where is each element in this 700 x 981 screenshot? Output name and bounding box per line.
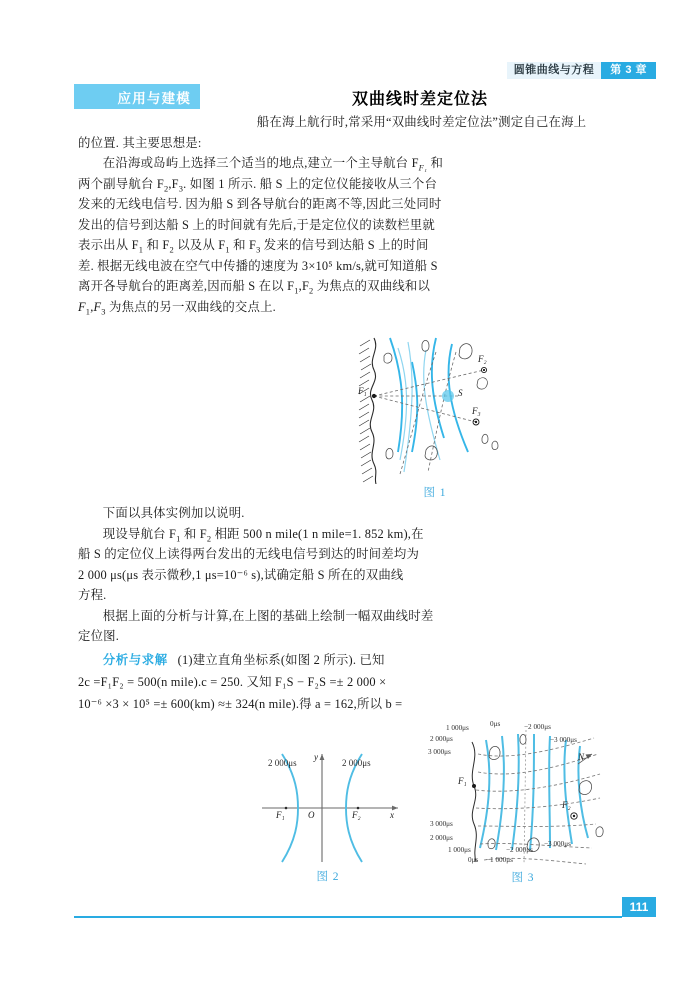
text-run: 以及从 F [173,238,226,252]
station-f1-marker [472,784,476,788]
figure-3-bottom-label-3: 0μs [468,856,479,864]
paragraph-line: 船在海上航行时,常采用“双曲线时差定位法”测定自己在海上 [256,115,587,129]
paragraph-line [78,650,622,671]
paragraph-line: 10⁻⁶ ×3 × 10⁵ =± 600(km) ≈± 324(n mile).得 a = 162,所以 b = [78,697,403,711]
text-run: 现设导航台 F [102,526,177,541]
text-run: 和 F [143,238,170,252]
text-run: 和 [427,156,444,170]
figure-2-caption: 图 2 [316,871,340,883]
figure-2-label-x-axis: x [390,810,394,820]
figure-3-bottom-label-6: −3 000μs [544,840,571,848]
land-hatching [359,340,373,482]
running-head [507,62,656,79]
subscript-2: 2 [309,285,314,296]
figure-3-caption: 图 3 [511,872,535,884]
paragraph-stations-line8 [78,297,622,322]
subscript-1: 1 [176,532,181,543]
figure-2-illustration [248,736,408,871]
subscript-3: 3 [178,182,184,193]
y-axis-arrow [320,754,325,760]
figure-2-label-y-axis: y [314,752,318,762]
paragraph-line: 定位图. [78,629,120,643]
paragraph-line: 2c =F₁F₂ = 500(n mile).c = 250. 又知 F₁S − F₂S =± 2 000 × [78,675,387,689]
analysis-keyword: 分析与求解 [102,653,168,667]
figure-2-label-origin: O [308,810,315,820]
text-run: 和 F [229,238,257,252]
subscript-1: 1 [138,244,144,255]
station-f2-dot [483,369,485,371]
subscript-1: 1 [294,285,299,296]
paragraph-line [78,297,622,322]
station-f3-dot [475,421,477,423]
paragraph-intro [232,112,622,133]
paragraph-intro-cont [78,133,622,154]
subscript-3: 3 [256,244,261,255]
subscript-2: 2 [169,244,174,255]
subscript: F₁ [418,162,428,173]
paragraph-given-line3 [78,565,622,586]
text-run: . 如图 1 所示. 船 S 上的定位仪能接收从三个台 [183,176,438,191]
paragraph-draw-line1 [78,606,622,627]
paragraph-stations-line4 [78,215,622,236]
text-run: 为焦点的另一双曲线的交点上. [105,299,276,314]
paragraph-given-line4 [78,585,622,606]
figure-1-label-f1: F₁ [358,386,367,396]
paragraph-analysis-line1 [78,650,622,671]
focus-f2-dot [357,807,360,810]
text-run: F [78,299,86,314]
paragraph-given-line2 [78,544,622,565]
text-run: 离开各导航台的距离差,因而船 S 在以 F [78,279,295,293]
figure-2-label-left-time: 2 000μs [268,758,297,768]
figure-1 [340,334,530,499]
subscript-1: 1 [85,305,91,316]
hyperbola-curves-light [398,342,440,472]
figure-2-label-f1: F₁ [276,810,285,820]
hyperbola-curves [390,338,468,452]
coastline-path [472,742,476,862]
subscript-1: 1 [225,244,230,255]
text-run: 相距 500 n mile(1 n mile=1. 852 km),在 [211,526,424,541]
paragraph-analysis-line3 [78,694,622,715]
bearing-lines [374,352,484,474]
text-run: 在沿海或岛屿上选择三个适当的地点,建立一个主导航台 F [102,156,419,170]
text-run: 为焦点的双曲线和以 [313,279,431,293]
figure-3-top-label-4: −3 000μs [550,736,577,744]
paragraph-stations-line3 [78,194,622,215]
figure-3-label-north: N [578,752,585,762]
paragraph-stations-line6 [78,256,622,277]
paragraph-analysis-line2 [78,672,622,693]
running-head-title: 圆锥曲线与方程 [507,62,602,79]
figure-3-top-label-1: 0μs [490,720,501,728]
figure-3-label-f2: F₂ [562,800,571,810]
coastline-path [370,338,376,484]
figure-3-top-label-2: −2 000μs [524,723,551,731]
page-number-badge: 111 [622,897,656,917]
paragraph-line: 船 S 的定位仪上读得两台发出的无线电信号到达的时间差均为 [78,547,420,561]
figure-3-top-label-3: 2 000μs [430,735,453,743]
text-run: 和 F [180,526,207,541]
figure-1-illustration [340,334,530,484]
text-run: 发来的信号到达船 S 上的时间 [260,238,429,252]
figure-3-bottom-label-1: 2 000μs [430,834,453,842]
figure-1-label-f2: F₂ [478,354,487,364]
hyperbola-family-blue [480,734,588,850]
station-f2-dot [573,815,575,817]
station-f1-marker [372,394,376,398]
subscript-2: 2 [206,532,212,543]
figure-1-label-f3: F₃ [472,406,481,416]
text-run: 两个副导航台 F [78,176,164,191]
figure-3-bottom-label-0: 3 000μs [430,820,453,828]
subscript-3: 3 [101,305,106,316]
paragraph-line: 发来的无线电信号. 因为船 S 到各导航台的距离不等,因此三处同时 [78,197,442,211]
running-head-chapter-badge: 第 3 章 [601,62,656,79]
figure-2 [248,736,408,883]
paragraph-draw-line2 [78,626,622,647]
text-run: (1)建立直角坐标系(如图 2 所示). 已知 [177,653,385,667]
figure-3-top-label-5: 3 000μs [428,748,451,756]
text-run: 表示出从 F [78,238,139,252]
footer-rule [74,916,622,918]
focus-f1-dot [285,807,288,810]
paragraph-line: 差. 根据无线电波在空气中传播的速度为 3×10⁵ km/s,就可知道船 S [78,258,438,273]
figure-3-bottom-label-2: 1 000μs [448,846,471,854]
paragraph-line: 的位置. 其主要思想是: [78,135,202,150]
figure-3 [428,720,618,884]
figure-3-bottom-label-5: −2 000μs [506,846,533,854]
section-tag-application-and-modeling: 应用与建模 [74,84,200,109]
figure-1-label-s: S [458,388,463,398]
figure-2-label-right-time: 2 000μs [342,758,371,768]
paragraph-line: 发出的信号到达船 S 上的时间就有先后,于是定位仪的读数栏里就 [78,217,435,232]
text-run: ,F [168,176,179,191]
paragraph-line: 方程. [78,588,107,602]
paragraph-line: 根据上面的分析与计算,在上图的基础上绘制一幅双曲线时差 [102,608,434,623]
ship-s-marker [442,390,454,402]
paragraph-example-intro [78,503,622,524]
figure-1-caption: 图 1 [423,487,447,499]
paragraph-line: 下面以具体实例加以说明. [102,506,245,520]
figure-3-label-f1: F₁ [458,776,467,786]
figure-3-top-label-0: 1 000μs [446,724,469,732]
text-run: ,F [298,279,310,293]
text-run: ,F [90,299,102,314]
figure-2-label-f2: F₂ [352,810,361,820]
figure-3-bottom-label-4: −1 000μs [486,856,513,864]
subscript-2: 2 [163,182,169,193]
paragraph-line: 2 000 μs(μs 表示微秒,1 μs=10⁻⁶ s),试确定船 S 所在的双曲线 [78,567,404,582]
article-title: 双曲线时差定位法 [351,91,488,108]
